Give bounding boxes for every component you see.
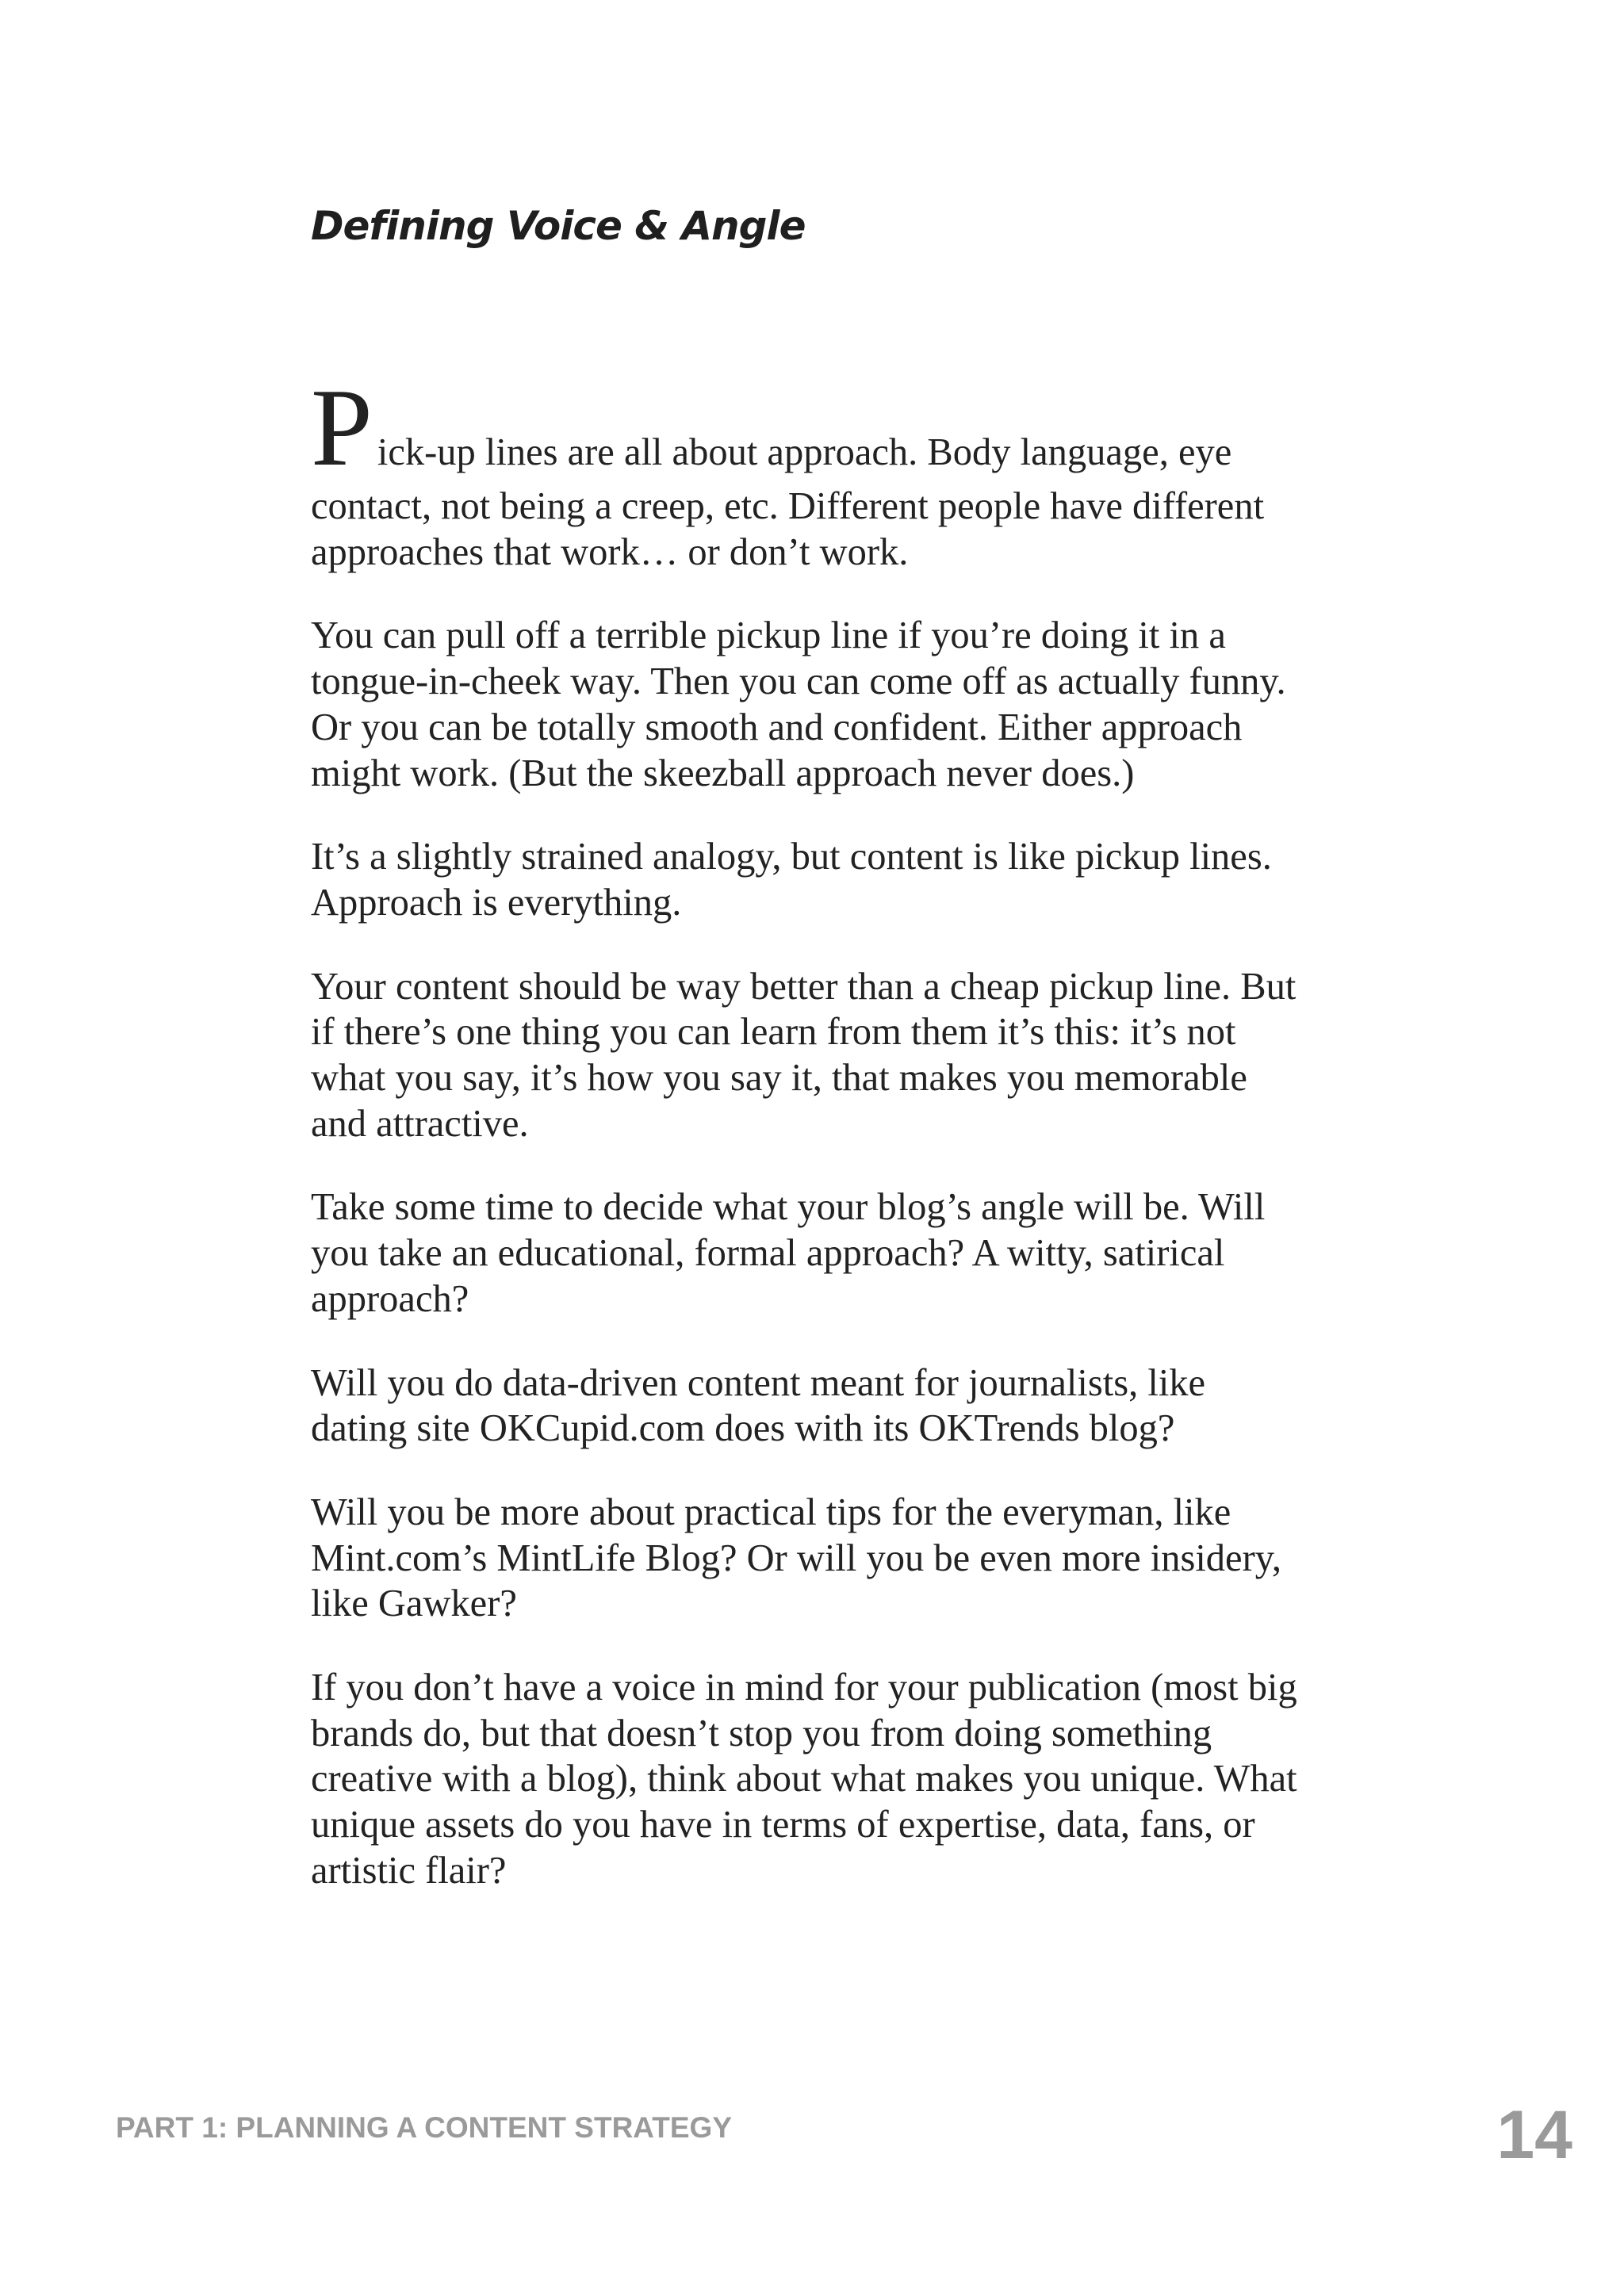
paragraph-2: You can pull off a terrible pickup line if you’re doing it in a tongue-in-cheek way. Then you can come off as actually funny. Or you can be totally smooth and confident. Either approach might work. (But the skeezball approach never does.) — [311, 614, 1286, 794]
paragraph-5: Take some time to decide what your blog’s angle will be. Will you take an educational, formal approach? A witty, satirical approach? — [311, 1186, 1266, 1320]
paragraph-8: If you don’t have a voice in mind for your publication (most big brands do, but that doesn’t stop you from doing something creative with a blog), think about what makes you unique. What unique assets do you have in terms of expertise, data, fans, or artistic flair? — [311, 1667, 1297, 1892]
body-text — [311, 366, 1302, 1932]
paragraph-1-text: ick-up lines are all about approach. Body language, eye contact, not being a creep, etc. Different people have different approaches that work… or don’t work. — [311, 431, 1265, 573]
drop-cap: P — [311, 366, 373, 489]
paragraph-7: Will you be more about practical tips for the everyman, like Mint.com’s MintLife Blog? Or will you be even more insidery, like Gawker? — [311, 1490, 1281, 1625]
paragraph-6: Will you do data-driven content meant for journalists, like dating site OKCupid.com does with its OKTrends blog? — [311, 1361, 1206, 1450]
paragraph-3: It’s a slightly strained analogy, but content is like pickup lines. Approach is everything. — [311, 836, 1272, 924]
paragraph-4: Your content should be way better than a cheap pickup line. But if there’s one thing you can learn from them it’s this: it’s not what you say, it’s how you say it, that makes you memorable and attractive. — [311, 965, 1297, 1145]
paragraph-1 — [311, 366, 1302, 575]
section-heading: Defining Voice & Angle — [311, 203, 806, 249]
page-number: 14 — [1496, 2097, 1572, 2173]
footer-section-label: PART 1: PLANNING A CONTENT STRATEGY — [116, 2111, 732, 2144]
